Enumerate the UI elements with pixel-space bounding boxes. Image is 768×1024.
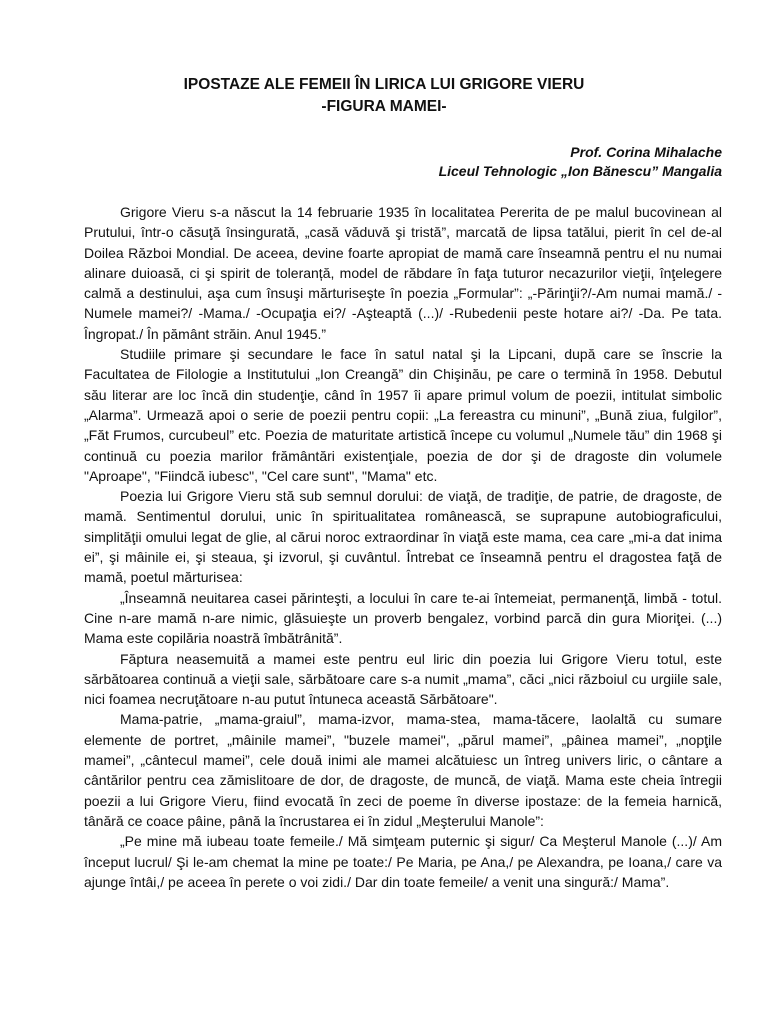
paragraph-quote-manole: „Pe mine mă iubeau toate femeile./ Mă simţeam puternic şi sigur/ Ca Meşterul Manole (...)/ Am început lucrul/ Şi le-am chemat la mine pe toate:/ Pe Maria, pe Ana,/ pe Alexandra, pe Ioana,/ care va ajunge întâi,/ pe aceea în perete o voi zidi./ Dar din toate femeile/ a venit una singură:/ Mama”. <box>84 833 722 890</box>
paragraph-mother-hypostases: Mama-patrie, „mama-graiul”, mama-izvor, mama-stea, mama-tăcere, laolaltă cu sumare elemente de portret, „mâinile mamei”, "buzele mamei", „părul mamei”, „pâinea mamei”, „nopţile mamei”, „cântecul mamei”, cele două inimi ale mamei alcătuiesc un întreg univers liric, o cântare a cântărilor pentru cea zămislitoare de dor, de dragoste, de muncă, de viaţă. Mama este cheia întregii poezii a lui Grigore Vieru, fiind evocată în zeci de poeme în diverse ipostaze: de la femeia harnică, tânără ce coace pâine, până la încrustarea ei în zidul „Meşterului Manole”: <box>84 711 722 829</box>
author-name: Prof. Corina Mihalache <box>570 144 722 160</box>
article-body <box>84 202 722 892</box>
author-institution: Liceul Tehnologic „Ion Bănescu” Mangalia <box>438 163 722 179</box>
paragraph-biography: Grigore Vieru s-a născut la 14 februarie 1935 în localitatea Pererita de pe malul bucovinean al Prutului, într-o căsuţă însingurată, „casă văduvă şi tristă”, marcată de lipsa tatălui, pierit în cel de-al Doilea Război Mondial. De aceea, devine foarte apropiat de mamă care înseamnă pentru el nu numai alinare duioasă, ci şi spirit de toleranță, model de răbdare în faţa tuturor necazurilor vieţii, înţelegere calmă a destinului, aşa cum însuşi mărturiseşte în poezia „Formular”: „-Părinţii?/-Am numai mamă./ -Numele mamei?/ -Mama./ -Ocupaţia ei?/ -Aşteaptă (...)/ -Rubedenii peste hotare ai?/ -Da. Pe tata. Îngropat./ În pământ străin. Anul 1945.” <box>84 204 722 342</box>
paragraph-quote-meaning: „Înseamnă neuitarea casei părinteşti, a locului în care te-ai întemeiat, permanenţă, limbă - totul. Cine n-are mamă n-are nimic, glăsuieşte un proverb bengalez, vorbind parcă din gura Mioriţei. (...) Mama este copilăria noastră îmbătrânită”. <box>84 589 722 647</box>
paragraph-studies: Studiile primare şi secundare le face în satul natal şi la Lipcani, după care se înscrie la Facultatea de Filologie a Institutului „Ion Creangă” din Chişinău, pe care o termină în 1958. Debutul său literar are loc încă din studenţie, când în 1957 îi apare primul volum de poezii, intitulat simbolic „Alarma”. Urmează apoi o serie de poezii pentru copii: „La fereastra cu minuni”, „Bună ziua, fulgilor”, „Făt Frumos, curcubeul” etc. Poezia de maturitate artistică începe cu volumul „Numele tău” din 1968 şi continuă cu poezia marilor frământări existenţiale, poezia de dor şi de dragoste din volumele "Aproape", "Fiindcă iubesc", "Cel care sunt", "Mama" etc. <box>84 346 722 484</box>
paragraph-longing: Poezia lui Grigore Vieru stă sub semnul dorului: de viaţă, de tradiţie, de patrie, de dragoste, de mamă. Sentimentul dorului, unic în spiritualitatea românească, se suprapune autobiograficului, simplităţii omului legat de glie, al cărui noroc extraordinar în viaţă este mama, cea care „mi-a dat inima ei”, şi mâinile ei, şi steaua, şi izvorul, şi cuvântul. Întrebat ce înseamnă pentru el dragostea faţă de mamă, poetul mărturisea: <box>84 488 722 586</box>
paragraph-celebration: Făptura neasemuită a mamei este pentru eul liric din poezia lui Grigore Vieru totul, este sărbătoarea continuă a vieţii sale, sărbătoare care s-a numit „mama”, căci „nici războiul cu urgiile sale, nici foamea necruţătoare n-au putut întuneca această Sărbătoare". <box>84 650 722 708</box>
document-subtitle: -FIGURA MAMEI- <box>321 98 447 115</box>
document-title: IPOSTAZE ALE FEMEII ÎN LIRICA LUI GRIGORE VIERU <box>183 76 585 93</box>
